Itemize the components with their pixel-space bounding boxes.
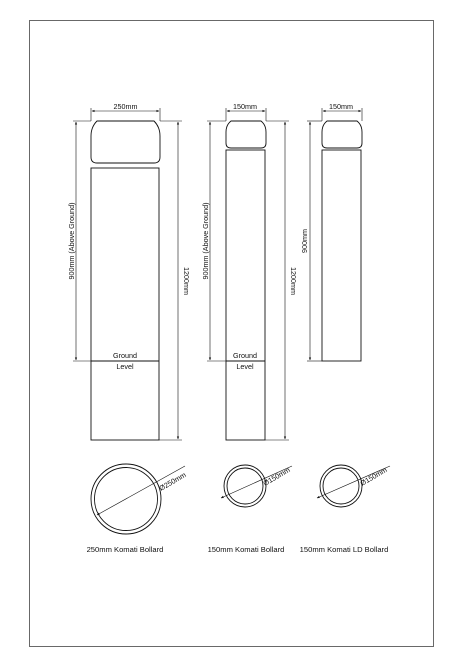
height-label-900-above-ground-2: 900mm (Above Ground) xyxy=(201,202,210,280)
ground-label-2a: Ground xyxy=(233,351,257,360)
diameter-leader-250 xyxy=(97,466,185,515)
bollard-150-height-1200-dimension xyxy=(265,121,289,440)
diameter-label-150-a: Ø150mm xyxy=(261,465,292,488)
bollard-150-ld-height-dimension xyxy=(307,121,322,361)
bollard-150-cap xyxy=(226,121,266,148)
height-label-900: 900mm xyxy=(300,229,309,253)
plan-inner-circle-150 xyxy=(227,468,263,504)
bollard-250-body xyxy=(91,168,159,440)
diameter-label-150-b: Ø150mm xyxy=(358,465,389,488)
diameter-label-250: Ø250mm xyxy=(157,470,188,493)
bollard-150-ld-elevation xyxy=(322,121,362,361)
caption-150-komati-bollard: 150mm Komati Bollard xyxy=(207,545,285,554)
caption-250-komati-bollard: 250mm Komati Bollard xyxy=(86,545,164,554)
plan-view-150 xyxy=(224,465,266,507)
bollard-250-height-1200-dimension xyxy=(159,121,182,440)
height-label-1200-2: 1200mm xyxy=(289,267,298,295)
ground-label-1b: Level xyxy=(116,362,134,371)
width-label-250: 250mm xyxy=(113,102,138,111)
bollard-150-elevation xyxy=(226,121,266,440)
width-label-150-b: 150mm xyxy=(329,102,353,111)
plan-outer-circle-150 xyxy=(224,465,266,507)
bollard-150-body xyxy=(226,150,265,440)
ground-label-1a: Ground xyxy=(113,351,137,360)
height-label-1200-1: 1200mm xyxy=(182,267,191,295)
bollard-250-elevation xyxy=(91,121,160,440)
bollard-250-cap xyxy=(91,121,160,163)
plan-outer-circle-150-ld xyxy=(320,465,362,507)
bollard-150-ld-cap xyxy=(322,121,362,148)
height-label-900-above-ground-1: 900mm (Above Ground) xyxy=(67,202,76,280)
bollard-150-ld-body xyxy=(322,150,361,361)
ground-label-2b: Level xyxy=(236,362,254,371)
width-label-150-a: 150mm xyxy=(233,102,257,111)
plan-inner-circle-150-ld xyxy=(323,468,359,504)
caption-150-komati-ld-bollard: 150mm Komati LD Bollard xyxy=(299,545,389,554)
plan-view-150-ld xyxy=(320,465,362,507)
